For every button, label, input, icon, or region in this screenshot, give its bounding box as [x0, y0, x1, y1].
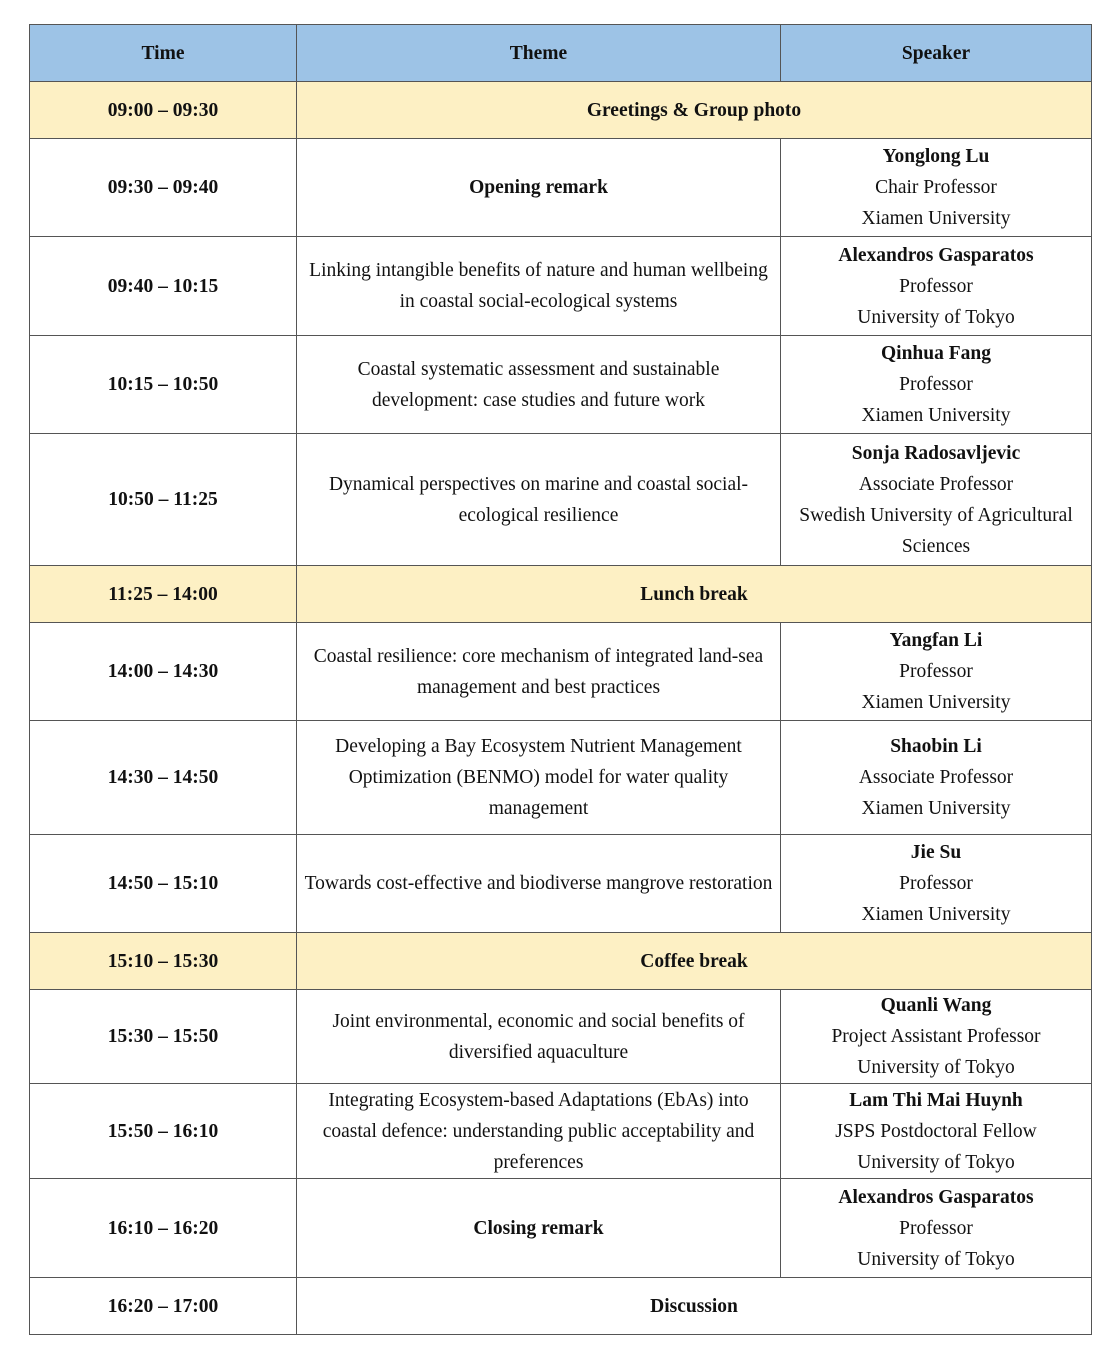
speaker-title: Professor	[899, 873, 973, 894]
session-time: 15:50 – 16:10	[30, 1084, 297, 1179]
speaker-name: Sonja Radosavljevic	[851, 442, 1021, 464]
session-time: 09:40 – 10:15	[30, 237, 297, 336]
break-row	[30, 933, 1092, 990]
speaker-affiliation: University of Tokyo	[857, 1151, 1015, 1173]
session-theme: Opening remark	[297, 139, 781, 237]
session-theme: Discussion	[297, 1278, 1092, 1335]
session-time: 16:20 – 17:00	[30, 1278, 297, 1335]
session-time: 16:10 – 16:20	[30, 1179, 297, 1278]
speaker-title: Professor	[899, 374, 973, 395]
session-row	[30, 835, 1092, 933]
session-theme: Greetings & Group photo	[297, 82, 1092, 139]
session-row	[30, 721, 1092, 835]
speaker-title: Associate Professor	[858, 767, 1014, 788]
header-speaker: Speaker	[781, 25, 1092, 82]
session-time: 14:00 – 14:30	[30, 623, 297, 721]
speaker-affiliation: University of Tokyo	[857, 306, 1015, 328]
speaker-title: Project Assistant Professor	[831, 1026, 1041, 1047]
speaker-affiliation: Xiamen University	[861, 405, 1011, 426]
agenda-table	[29, 24, 1092, 1335]
session-row	[30, 1179, 1092, 1278]
session-speaker	[781, 237, 1092, 336]
session-row	[30, 1278, 1092, 1335]
session-theme: Coffee break	[297, 933, 1092, 990]
speaker-name: Yangfan Li	[889, 630, 983, 651]
session-time: 11:25 – 14:00	[30, 566, 297, 623]
session-time: 15:30 – 15:50	[30, 990, 297, 1084]
speaker-name: Yonglong Lu	[882, 146, 990, 167]
session-time: 10:50 – 11:25	[30, 434, 297, 566]
session-time: 14:30 – 14:50	[30, 721, 297, 835]
speaker-affiliation: Xiamen University	[861, 798, 1011, 819]
session-speaker	[781, 1179, 1092, 1278]
speaker-name: Alexandros Gasparatos	[838, 244, 1034, 266]
session-speaker	[781, 990, 1092, 1084]
speaker-affiliation: University of Tokyo	[857, 1057, 1015, 1078]
session-theme: Lunch break	[297, 566, 1092, 623]
session-theme: Joint environmental, economic and social benefits of diversified aquaculture	[297, 990, 781, 1084]
session-row	[30, 623, 1092, 721]
break-row	[30, 82, 1092, 139]
break-row	[30, 566, 1092, 623]
session-speaker	[781, 336, 1092, 434]
header-time: Time	[30, 25, 297, 82]
speaker-affiliation: Xiamen University	[861, 904, 1011, 925]
speaker-name: Qinhua Fang	[880, 343, 991, 364]
session-speaker	[781, 139, 1092, 237]
session-theme: Coastal systematic assessment and sustainable development: case studies and future work	[297, 336, 781, 434]
session-time: 10:15 – 10:50	[30, 336, 297, 434]
session-speaker	[781, 835, 1092, 933]
session-theme: Linking intangible benefits of nature and human wellbeing in coastal social-ecological systems	[297, 237, 781, 336]
session-row	[30, 990, 1092, 1084]
session-row	[30, 139, 1092, 237]
speaker-affiliation: Xiamen University	[861, 692, 1011, 713]
session-row	[30, 237, 1092, 336]
header-row	[30, 25, 1092, 82]
header-theme: Theme	[297, 25, 781, 82]
speaker-affiliation: Xiamen University	[861, 208, 1011, 229]
session-speaker	[781, 623, 1092, 721]
session-speaker	[781, 1084, 1092, 1179]
speaker-name: Alexandros Gasparatos	[838, 1186, 1034, 1208]
session-theme: Dynamical perspectives on marine and coastal social-ecological resilience	[297, 434, 781, 566]
speaker-affiliation: University of Tokyo	[857, 1248, 1015, 1270]
agenda-body	[30, 82, 1092, 1335]
session-time: 14:50 – 15:10	[30, 835, 297, 933]
session-theme: Closing remark	[297, 1179, 781, 1278]
speaker-title: JSPS Postdoctoral Fellow	[835, 1120, 1037, 1142]
speaker-title: Professor	[899, 275, 973, 297]
speaker-title: Associate Professor	[858, 473, 1014, 495]
session-row	[30, 336, 1092, 434]
session-theme: Coastal resilience: core mechanism of integrated land-sea management and best practices	[297, 623, 781, 721]
speaker-title: Professor	[899, 1217, 973, 1239]
session-time: 15:10 – 15:30	[30, 933, 297, 990]
speaker-name: Jie Su	[910, 842, 962, 863]
speaker-title: Professor	[899, 661, 973, 682]
session-speaker	[781, 721, 1092, 835]
speaker-name: Lam Thi Mai Huynh	[849, 1089, 1023, 1111]
speaker-name: Quanli Wang	[880, 995, 992, 1016]
session-time: 09:00 – 09:30	[30, 82, 297, 139]
speaker-name: Shaobin Li	[890, 736, 982, 757]
session-theme: Towards cost-effective and biodiverse mangrove restoration	[297, 835, 781, 933]
session-row	[30, 1084, 1092, 1179]
session-theme: Developing a Bay Ecosystem Nutrient Management Optimization (BENMO) model for water quality management	[297, 721, 781, 835]
speaker-affiliation: Swedish University of Agricultural Sciences	[799, 504, 1073, 557]
speaker-title: Chair Professor	[875, 177, 997, 198]
session-time: 09:30 – 09:40	[30, 139, 297, 237]
session-theme: Integrating Ecosystem-based Adaptations (EbAs) into coastal defence: understanding public acceptability and preferences	[297, 1084, 781, 1179]
session-speaker	[781, 434, 1092, 566]
session-row	[30, 434, 1092, 566]
